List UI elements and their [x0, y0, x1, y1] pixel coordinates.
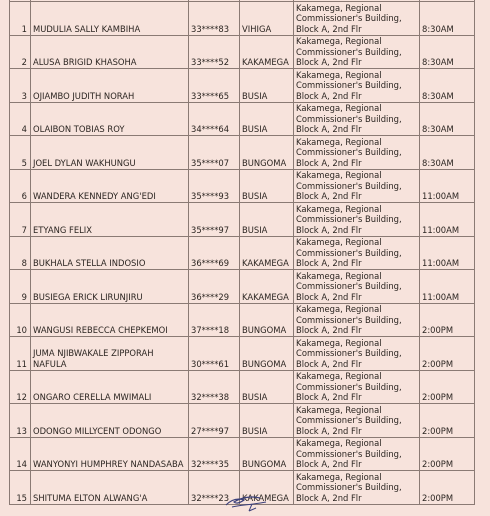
cell-id: 32****23: [189, 471, 240, 505]
cell-time: 2:00PM: [420, 471, 475, 505]
cell-no: 1: [10, 2, 31, 36]
cell-name: ALUSA BRIGID KHASOHA: [31, 35, 189, 69]
cell-name: WANYONYI HUMPHREY NANDASABA: [31, 437, 189, 471]
cell-id: 32****38: [189, 370, 240, 404]
table-row: [10, 203, 475, 237]
cell-no: 7: [10, 203, 31, 237]
table-row: [10, 102, 475, 136]
cell-venue: Kakamega, Regional Commissioner's Building, Block A, 2nd Flr: [294, 337, 420, 371]
cell-venue: Kakamega, Regional Commissioner's Building, Block A, 2nd Flr: [294, 270, 420, 304]
cell-venue: Kakamega, Regional Commissioner's Building, Block A, 2nd Flr: [294, 102, 420, 136]
interview-schedule-table: [9, 0, 475, 505]
table-row: [10, 370, 475, 404]
table-body: [10, 0, 475, 504]
cell-name: ETYANG FELIX: [31, 203, 189, 237]
cell-name: BUSIEGA ERICK LIRUNJIRU: [31, 270, 189, 304]
cell-county: BUNGOMA: [240, 303, 294, 337]
cell-id: 35****97: [189, 203, 240, 237]
cell-id: 36****69: [189, 236, 240, 270]
cell-time: 8:30AM: [420, 2, 475, 36]
cell-id: 35****07: [189, 136, 240, 170]
cell-id: 33****83: [189, 2, 240, 36]
cell-time: 11:00AM: [420, 236, 475, 270]
cell-county: KAKAMEGA: [240, 270, 294, 304]
cell-name: JUMA NJIBWAKALE ZIPPORAH NAFULA: [31, 337, 189, 371]
cell-venue: Kakamega, Regional Commissioner's Building, Block A, 2nd Flr: [294, 471, 420, 505]
cell-time: 2:00PM: [420, 437, 475, 471]
cell-venue: Kakamega, Regional Commissioner's Building, Block A, 2nd Flr: [294, 404, 420, 438]
cell-venue: Kakamega, Regional Commissioner's Building, Block A, 2nd Flr: [294, 303, 420, 337]
cell-name: MUDULIA SALLY KAMBIHA: [31, 2, 189, 36]
cell-id: 34****64: [189, 102, 240, 136]
cell-no: 3: [10, 69, 31, 103]
table-row: [10, 303, 475, 337]
cell-no: 5: [10, 136, 31, 170]
cell-venue: Kakamega, Regional Commissioner's Building, Block A, 2nd Flr: [294, 35, 420, 69]
cell-county: BUNGOMA: [240, 136, 294, 170]
cell-time: 2:00PM: [420, 370, 475, 404]
table-row: [10, 35, 475, 69]
cell-no: 6: [10, 169, 31, 203]
cell-id: 33****65: [189, 69, 240, 103]
cell-venue: Kakamega, Regional Commissioner's Building, Block A, 2nd Flr: [294, 2, 420, 36]
cell-venue: Kakamega, Regional Commissioner's Building, Block A, 2nd Flr: [294, 370, 420, 404]
cell-county: BUSIA: [240, 169, 294, 203]
cell-no: 9: [10, 270, 31, 304]
table-row: [10, 169, 475, 203]
table-row: [10, 404, 475, 438]
cell-id: 32****35: [189, 437, 240, 471]
cell-id: 33****52: [189, 35, 240, 69]
cell-county: BUSIA: [240, 102, 294, 136]
cell-name: BUKHALA STELLA INDOSIO: [31, 236, 189, 270]
cell-county: KAKAMEGA: [240, 35, 294, 69]
cell-time: 8:30AM: [420, 35, 475, 69]
cell-no: 12: [10, 370, 31, 404]
cell-time: 2:00PM: [420, 337, 475, 371]
cell-time: 2:00PM: [420, 404, 475, 438]
cell-no: 11: [10, 337, 31, 371]
table-row: [10, 270, 475, 304]
cell-venue: Kakamega, Regional Commissioner's Building, Block A, 2nd Flr: [294, 136, 420, 170]
table-row: [10, 69, 475, 103]
cell-name: WANDERA KENNEDY ANG'EDI: [31, 169, 189, 203]
table-row: [10, 437, 475, 471]
cell-county: BUSIA: [240, 404, 294, 438]
cell-id: 30****61: [189, 337, 240, 371]
cell-county: BUSIA: [240, 203, 294, 237]
cell-id: 27****97: [189, 404, 240, 438]
cell-name: ONGARO CERELLA MWIMALI: [31, 370, 189, 404]
cell-county: KAKAMEGA: [240, 236, 294, 270]
cell-venue: Kakamega, Regional Commissioner's Building, Block A, 2nd Flr: [294, 236, 420, 270]
table-row: [10, 136, 475, 170]
cell-no: 8: [10, 236, 31, 270]
cell-id: 37****18: [189, 303, 240, 337]
cell-time: 11:00AM: [420, 203, 475, 237]
cell-county: BUSIA: [240, 370, 294, 404]
cell-name: SHITUMA ELTON ALWANG'A: [31, 471, 189, 505]
cell-id: 35****93: [189, 169, 240, 203]
cell-name: OJIAMBO JUDITH NORAH: [31, 69, 189, 103]
cell-no: 14: [10, 437, 31, 471]
cell-name: WANGUSI REBECCA CHEPKEMOI: [31, 303, 189, 337]
cell-venue: Kakamega, Regional Commissioner's Building, Block A, 2nd Flr: [294, 203, 420, 237]
cell-venue: Kakamega, Regional Commissioner's Building, Block A, 2nd Flr: [294, 69, 420, 103]
cell-county: BUNGOMA: [240, 337, 294, 371]
cell-time: 8:30AM: [420, 102, 475, 136]
cell-name: OLAIBON TOBIAS ROY: [31, 102, 189, 136]
cell-time: 8:30AM: [420, 136, 475, 170]
table-row: [10, 2, 475, 36]
cell-no: 13: [10, 404, 31, 438]
cell-county: BUNGOMA: [240, 437, 294, 471]
cell-time: 8:30AM: [420, 69, 475, 103]
cell-id: 36****29: [189, 270, 240, 304]
cell-county: VIHIGA: [240, 2, 294, 36]
cell-venue: Kakamega, Regional Commissioner's Building, Block A, 2nd Flr: [294, 437, 420, 471]
cell-no: 10: [10, 303, 31, 337]
table-row: [10, 236, 475, 270]
cell-name: ODONGO MILLYCENT ODONGO: [31, 404, 189, 438]
cell-no: 15: [10, 471, 31, 505]
cell-no: 2: [10, 35, 31, 69]
cell-county: BUSIA: [240, 69, 294, 103]
cell-time: 11:00AM: [420, 169, 475, 203]
cell-time: 2:00PM: [420, 303, 475, 337]
cell-county: KAKAMEGA: [240, 471, 294, 505]
cell-time: 11:00AM: [420, 270, 475, 304]
table-row: [10, 337, 475, 371]
cell-name: JOEL DYLAN WAKHUNGU: [31, 136, 189, 170]
cell-no: 4: [10, 102, 31, 136]
signature: [222, 490, 274, 512]
cell-venue: Kakamega, Regional Commissioner's Building, Block A, 2nd Flr: [294, 169, 420, 203]
